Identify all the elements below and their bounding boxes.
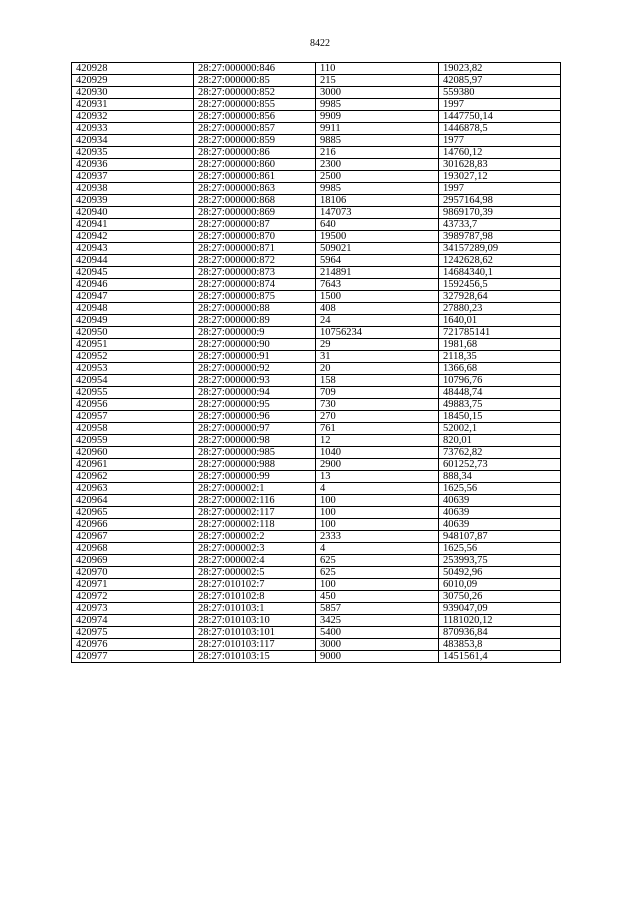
area-cell: 9000 bbox=[316, 651, 439, 663]
data-table bbox=[71, 62, 561, 663]
cadastral-number-cell: 28:27:000002:3 bbox=[194, 543, 316, 555]
table-row bbox=[72, 291, 561, 303]
table-row bbox=[72, 603, 561, 615]
cadastral-number-cell: 28:27:000000:872 bbox=[194, 255, 316, 267]
area-cell: 20 bbox=[316, 363, 439, 375]
cadastral-number-cell: 28:27:000000:856 bbox=[194, 111, 316, 123]
value-cell: 1447750,14 bbox=[439, 111, 561, 123]
value-cell: 1242628,62 bbox=[439, 255, 561, 267]
row-id-cell: 420970 bbox=[72, 567, 194, 579]
area-cell: 4 bbox=[316, 543, 439, 555]
row-id-cell: 420965 bbox=[72, 507, 194, 519]
table-row bbox=[72, 339, 561, 351]
table-row bbox=[72, 219, 561, 231]
area-cell: 625 bbox=[316, 555, 439, 567]
cadastral-number-cell: 28:27:000000:869 bbox=[194, 207, 316, 219]
row-id-cell: 420940 bbox=[72, 207, 194, 219]
area-cell: 9985 bbox=[316, 99, 439, 111]
area-cell: 3425 bbox=[316, 615, 439, 627]
value-cell: 1981,68 bbox=[439, 339, 561, 351]
row-id-cell: 420973 bbox=[72, 603, 194, 615]
cadastral-number-cell: 28:27:000000:90 bbox=[194, 339, 316, 351]
row-id-cell: 420948 bbox=[72, 303, 194, 315]
table-row bbox=[72, 483, 561, 495]
row-id-cell: 420934 bbox=[72, 135, 194, 147]
row-id-cell: 420931 bbox=[72, 99, 194, 111]
value-cell: 1592456,5 bbox=[439, 279, 561, 291]
cadastral-number-cell: 28:27:000000:855 bbox=[194, 99, 316, 111]
area-cell: 9909 bbox=[316, 111, 439, 123]
value-cell: 721785141 bbox=[439, 327, 561, 339]
value-cell: 327928,64 bbox=[439, 291, 561, 303]
row-id-cell: 420958 bbox=[72, 423, 194, 435]
cadastral-number-cell: 28:27:000000:92 bbox=[194, 363, 316, 375]
table-row bbox=[72, 123, 561, 135]
row-id-cell: 420938 bbox=[72, 183, 194, 195]
value-cell: 870936,84 bbox=[439, 627, 561, 639]
area-cell: 625 bbox=[316, 567, 439, 579]
table-row bbox=[72, 591, 561, 603]
area-cell: 9885 bbox=[316, 135, 439, 147]
area-cell: 24 bbox=[316, 315, 439, 327]
value-cell: 483853,8 bbox=[439, 639, 561, 651]
value-cell: 939047,09 bbox=[439, 603, 561, 615]
value-cell: 6010,09 bbox=[439, 579, 561, 591]
cadastral-number-cell: 28:27:000000:859 bbox=[194, 135, 316, 147]
table-row bbox=[72, 471, 561, 483]
row-id-cell: 420937 bbox=[72, 171, 194, 183]
row-id-cell: 420945 bbox=[72, 267, 194, 279]
cadastral-number-cell: 28:27:000000:857 bbox=[194, 123, 316, 135]
value-cell: 18450,15 bbox=[439, 411, 561, 423]
area-cell: 7643 bbox=[316, 279, 439, 291]
table-row bbox=[72, 375, 561, 387]
cadastral-number-cell: 28:27:000000:88 bbox=[194, 303, 316, 315]
cadastral-number-cell: 28:27:000000:96 bbox=[194, 411, 316, 423]
table-row bbox=[72, 615, 561, 627]
cadastral-number-cell: 28:27:000000:89 bbox=[194, 315, 316, 327]
value-cell: 1446878,5 bbox=[439, 123, 561, 135]
value-cell: 1977 bbox=[439, 135, 561, 147]
row-id-cell: 420932 bbox=[72, 111, 194, 123]
table-row bbox=[72, 231, 561, 243]
row-id-cell: 420953 bbox=[72, 363, 194, 375]
table-row bbox=[72, 255, 561, 267]
row-id-cell: 420936 bbox=[72, 159, 194, 171]
table-row bbox=[72, 87, 561, 99]
area-cell: 100 bbox=[316, 507, 439, 519]
area-cell: 10756234 bbox=[316, 327, 439, 339]
area-cell: 110 bbox=[316, 63, 439, 75]
row-id-cell: 420966 bbox=[72, 519, 194, 531]
area-cell: 216 bbox=[316, 147, 439, 159]
cadastral-number-cell: 28:27:010103:101 bbox=[194, 627, 316, 639]
table-row bbox=[72, 447, 561, 459]
value-cell: 49883,75 bbox=[439, 399, 561, 411]
table-row bbox=[72, 171, 561, 183]
area-cell: 100 bbox=[316, 495, 439, 507]
row-id-cell: 420929 bbox=[72, 75, 194, 87]
table-row bbox=[72, 351, 561, 363]
value-cell: 253993,75 bbox=[439, 555, 561, 567]
table-row bbox=[72, 279, 561, 291]
cadastral-number-cell: 28:27:000002:117 bbox=[194, 507, 316, 519]
value-cell: 43733,7 bbox=[439, 219, 561, 231]
table-row bbox=[72, 495, 561, 507]
area-cell: 9911 bbox=[316, 123, 439, 135]
cadastral-number-cell: 28:27:000000:863 bbox=[194, 183, 316, 195]
cadastral-number-cell: 28:27:000000:87 bbox=[194, 219, 316, 231]
area-cell: 640 bbox=[316, 219, 439, 231]
cadastral-number-cell: 28:27:000000:875 bbox=[194, 291, 316, 303]
area-cell: 147073 bbox=[316, 207, 439, 219]
cadastral-number-cell: 28:27:000000:91 bbox=[194, 351, 316, 363]
table-row bbox=[72, 579, 561, 591]
row-id-cell: 420971 bbox=[72, 579, 194, 591]
cadastral-number-cell: 28:27:000000:86 bbox=[194, 147, 316, 159]
row-id-cell: 420949 bbox=[72, 315, 194, 327]
row-id-cell: 420967 bbox=[72, 531, 194, 543]
row-id-cell: 420946 bbox=[72, 279, 194, 291]
value-cell: 3989787,98 bbox=[439, 231, 561, 243]
table-row bbox=[72, 555, 561, 567]
area-cell: 100 bbox=[316, 579, 439, 591]
value-cell: 14684340,1 bbox=[439, 267, 561, 279]
value-cell: 73762,82 bbox=[439, 447, 561, 459]
area-cell: 158 bbox=[316, 375, 439, 387]
table-row bbox=[72, 327, 561, 339]
value-cell: 1451561,4 bbox=[439, 651, 561, 663]
cadastral-number-cell: 28:27:000000:846 bbox=[194, 63, 316, 75]
page-number: 8422 bbox=[310, 38, 330, 49]
table-row bbox=[72, 531, 561, 543]
row-id-cell: 420935 bbox=[72, 147, 194, 159]
area-cell: 18106 bbox=[316, 195, 439, 207]
cadastral-number-cell: 28:27:000000:874 bbox=[194, 279, 316, 291]
value-cell: 1366,68 bbox=[439, 363, 561, 375]
area-cell: 214891 bbox=[316, 267, 439, 279]
table-row bbox=[72, 639, 561, 651]
value-cell: 888,34 bbox=[439, 471, 561, 483]
value-cell: 193027,12 bbox=[439, 171, 561, 183]
row-id-cell: 420977 bbox=[72, 651, 194, 663]
cadastral-number-cell: 28:27:000000:93 bbox=[194, 375, 316, 387]
value-cell: 40639 bbox=[439, 507, 561, 519]
area-cell: 709 bbox=[316, 387, 439, 399]
area-cell: 12 bbox=[316, 435, 439, 447]
cadastral-number-cell: 28:27:000000:9 bbox=[194, 327, 316, 339]
row-id-cell: 420952 bbox=[72, 351, 194, 363]
table-row bbox=[72, 147, 561, 159]
cadastral-number-cell: 28:27:000002:118 bbox=[194, 519, 316, 531]
area-cell: 450 bbox=[316, 591, 439, 603]
area-cell: 29 bbox=[316, 339, 439, 351]
area-cell: 761 bbox=[316, 423, 439, 435]
table-row bbox=[72, 135, 561, 147]
table-row bbox=[72, 183, 561, 195]
row-id-cell: 420944 bbox=[72, 255, 194, 267]
area-cell: 19500 bbox=[316, 231, 439, 243]
value-cell: 1997 bbox=[439, 99, 561, 111]
table-row bbox=[72, 459, 561, 471]
area-cell: 2333 bbox=[316, 531, 439, 543]
row-id-cell: 420933 bbox=[72, 123, 194, 135]
row-id-cell: 420969 bbox=[72, 555, 194, 567]
area-cell: 2500 bbox=[316, 171, 439, 183]
cadastral-number-cell: 28:27:010103:1 bbox=[194, 603, 316, 615]
value-cell: 50492,96 bbox=[439, 567, 561, 579]
table-row bbox=[72, 207, 561, 219]
table-row bbox=[72, 75, 561, 87]
value-cell: 1640,01 bbox=[439, 315, 561, 327]
table-row bbox=[72, 195, 561, 207]
table-row bbox=[72, 111, 561, 123]
area-cell: 215 bbox=[316, 75, 439, 87]
row-id-cell: 420950 bbox=[72, 327, 194, 339]
area-cell: 13 bbox=[316, 471, 439, 483]
area-cell: 5400 bbox=[316, 627, 439, 639]
area-cell: 408 bbox=[316, 303, 439, 315]
table-row bbox=[72, 411, 561, 423]
value-cell: 10796,76 bbox=[439, 375, 561, 387]
table-row bbox=[72, 159, 561, 171]
value-cell: 19023,82 bbox=[439, 63, 561, 75]
table-row bbox=[72, 63, 561, 75]
value-cell: 948107,87 bbox=[439, 531, 561, 543]
value-cell: 820,01 bbox=[439, 435, 561, 447]
cadastral-number-cell: 28:27:000002:1 bbox=[194, 483, 316, 495]
area-cell: 1040 bbox=[316, 447, 439, 459]
value-cell: 52002,1 bbox=[439, 423, 561, 435]
cadastral-number-cell: 28:27:000002:4 bbox=[194, 555, 316, 567]
value-cell: 601252,73 bbox=[439, 459, 561, 471]
row-id-cell: 420976 bbox=[72, 639, 194, 651]
cadastral-number-cell: 28:27:000000:873 bbox=[194, 267, 316, 279]
row-id-cell: 420941 bbox=[72, 219, 194, 231]
cadastral-number-cell: 28:27:000000:868 bbox=[194, 195, 316, 207]
value-cell: 1181020,12 bbox=[439, 615, 561, 627]
row-id-cell: 420956 bbox=[72, 399, 194, 411]
cadastral-number-cell: 28:27:000000:99 bbox=[194, 471, 316, 483]
table-row bbox=[72, 267, 561, 279]
value-cell: 34157289,09 bbox=[439, 243, 561, 255]
cadastral-number-cell: 28:27:000000:988 bbox=[194, 459, 316, 471]
area-cell: 4 bbox=[316, 483, 439, 495]
row-id-cell: 420960 bbox=[72, 447, 194, 459]
cadastral-number-cell: 28:27:000000:870 bbox=[194, 231, 316, 243]
cadastral-number-cell: 28:27:000000:95 bbox=[194, 399, 316, 411]
cadastral-number-cell: 28:27:010103:117 bbox=[194, 639, 316, 651]
cadastral-number-cell: 28:27:000002:116 bbox=[194, 495, 316, 507]
value-cell: 42085,97 bbox=[439, 75, 561, 87]
cadastral-number-cell: 28:27:000000:985 bbox=[194, 447, 316, 459]
row-id-cell: 420930 bbox=[72, 87, 194, 99]
row-id-cell: 420968 bbox=[72, 543, 194, 555]
row-id-cell: 420959 bbox=[72, 435, 194, 447]
cadastral-number-cell: 28:27:000000:97 bbox=[194, 423, 316, 435]
value-cell: 559380 bbox=[439, 87, 561, 99]
value-cell: 1625,56 bbox=[439, 483, 561, 495]
value-cell: 9869170,39 bbox=[439, 207, 561, 219]
row-id-cell: 420928 bbox=[72, 63, 194, 75]
cadastral-number-cell: 28:27:010103:10 bbox=[194, 615, 316, 627]
table-row bbox=[72, 435, 561, 447]
value-cell: 40639 bbox=[439, 519, 561, 531]
row-id-cell: 420963 bbox=[72, 483, 194, 495]
area-cell: 3000 bbox=[316, 639, 439, 651]
cadastral-number-cell: 28:27:000000:85 bbox=[194, 75, 316, 87]
value-cell: 301628,83 bbox=[439, 159, 561, 171]
area-cell: 3000 bbox=[316, 87, 439, 99]
area-cell: 2300 bbox=[316, 159, 439, 171]
area-cell: 270 bbox=[316, 411, 439, 423]
row-id-cell: 420961 bbox=[72, 459, 194, 471]
cadastral-number-cell: 28:27:000000:861 bbox=[194, 171, 316, 183]
area-cell: 509021 bbox=[316, 243, 439, 255]
table-row bbox=[72, 363, 561, 375]
cadastral-number-cell: 28:27:010102:7 bbox=[194, 579, 316, 591]
area-cell: 2900 bbox=[316, 459, 439, 471]
row-id-cell: 420954 bbox=[72, 375, 194, 387]
table-row bbox=[72, 315, 561, 327]
cadastral-number-cell: 28:27:000002:5 bbox=[194, 567, 316, 579]
value-cell: 2118,35 bbox=[439, 351, 561, 363]
row-id-cell: 420972 bbox=[72, 591, 194, 603]
value-cell: 30750,26 bbox=[439, 591, 561, 603]
row-id-cell: 420974 bbox=[72, 615, 194, 627]
table-row bbox=[72, 543, 561, 555]
area-cell: 9985 bbox=[316, 183, 439, 195]
area-cell: 100 bbox=[316, 519, 439, 531]
row-id-cell: 420962 bbox=[72, 471, 194, 483]
area-cell: 5857 bbox=[316, 603, 439, 615]
table-row bbox=[72, 651, 561, 663]
cadastral-number-cell: 28:27:000000:871 bbox=[194, 243, 316, 255]
value-cell: 1625,56 bbox=[439, 543, 561, 555]
table-row bbox=[72, 507, 561, 519]
table-row bbox=[72, 99, 561, 111]
cadastral-number-cell: 28:27:000000:852 bbox=[194, 87, 316, 99]
row-id-cell: 420942 bbox=[72, 231, 194, 243]
area-cell: 1500 bbox=[316, 291, 439, 303]
cadastral-number-cell: 28:27:000000:94 bbox=[194, 387, 316, 399]
table-row bbox=[72, 423, 561, 435]
area-cell: 730 bbox=[316, 399, 439, 411]
table-row bbox=[72, 627, 561, 639]
row-id-cell: 420975 bbox=[72, 627, 194, 639]
cadastral-number-cell: 28:27:000000:860 bbox=[194, 159, 316, 171]
cadastral-number-cell: 28:27:010103:15 bbox=[194, 651, 316, 663]
value-cell: 1997 bbox=[439, 183, 561, 195]
value-cell: 48448,74 bbox=[439, 387, 561, 399]
row-id-cell: 420957 bbox=[72, 411, 194, 423]
table-row bbox=[72, 567, 561, 579]
row-id-cell: 420955 bbox=[72, 387, 194, 399]
row-id-cell: 420964 bbox=[72, 495, 194, 507]
value-cell: 27880,23 bbox=[439, 303, 561, 315]
cadastral-number-cell: 28:27:000002:2 bbox=[194, 531, 316, 543]
table-row bbox=[72, 303, 561, 315]
area-cell: 5964 bbox=[316, 255, 439, 267]
area-cell: 31 bbox=[316, 351, 439, 363]
table-row bbox=[72, 399, 561, 411]
row-id-cell: 420939 bbox=[72, 195, 194, 207]
table-body bbox=[72, 63, 561, 663]
cadastral-number-cell: 28:27:010102:8 bbox=[194, 591, 316, 603]
cadastral-number-cell: 28:27:000000:98 bbox=[194, 435, 316, 447]
table-row bbox=[72, 387, 561, 399]
row-id-cell: 420947 bbox=[72, 291, 194, 303]
row-id-cell: 420943 bbox=[72, 243, 194, 255]
value-cell: 2957164,98 bbox=[439, 195, 561, 207]
table-row bbox=[72, 519, 561, 531]
value-cell: 40639 bbox=[439, 495, 561, 507]
table-row bbox=[72, 243, 561, 255]
value-cell: 14760,12 bbox=[439, 147, 561, 159]
row-id-cell: 420951 bbox=[72, 339, 194, 351]
